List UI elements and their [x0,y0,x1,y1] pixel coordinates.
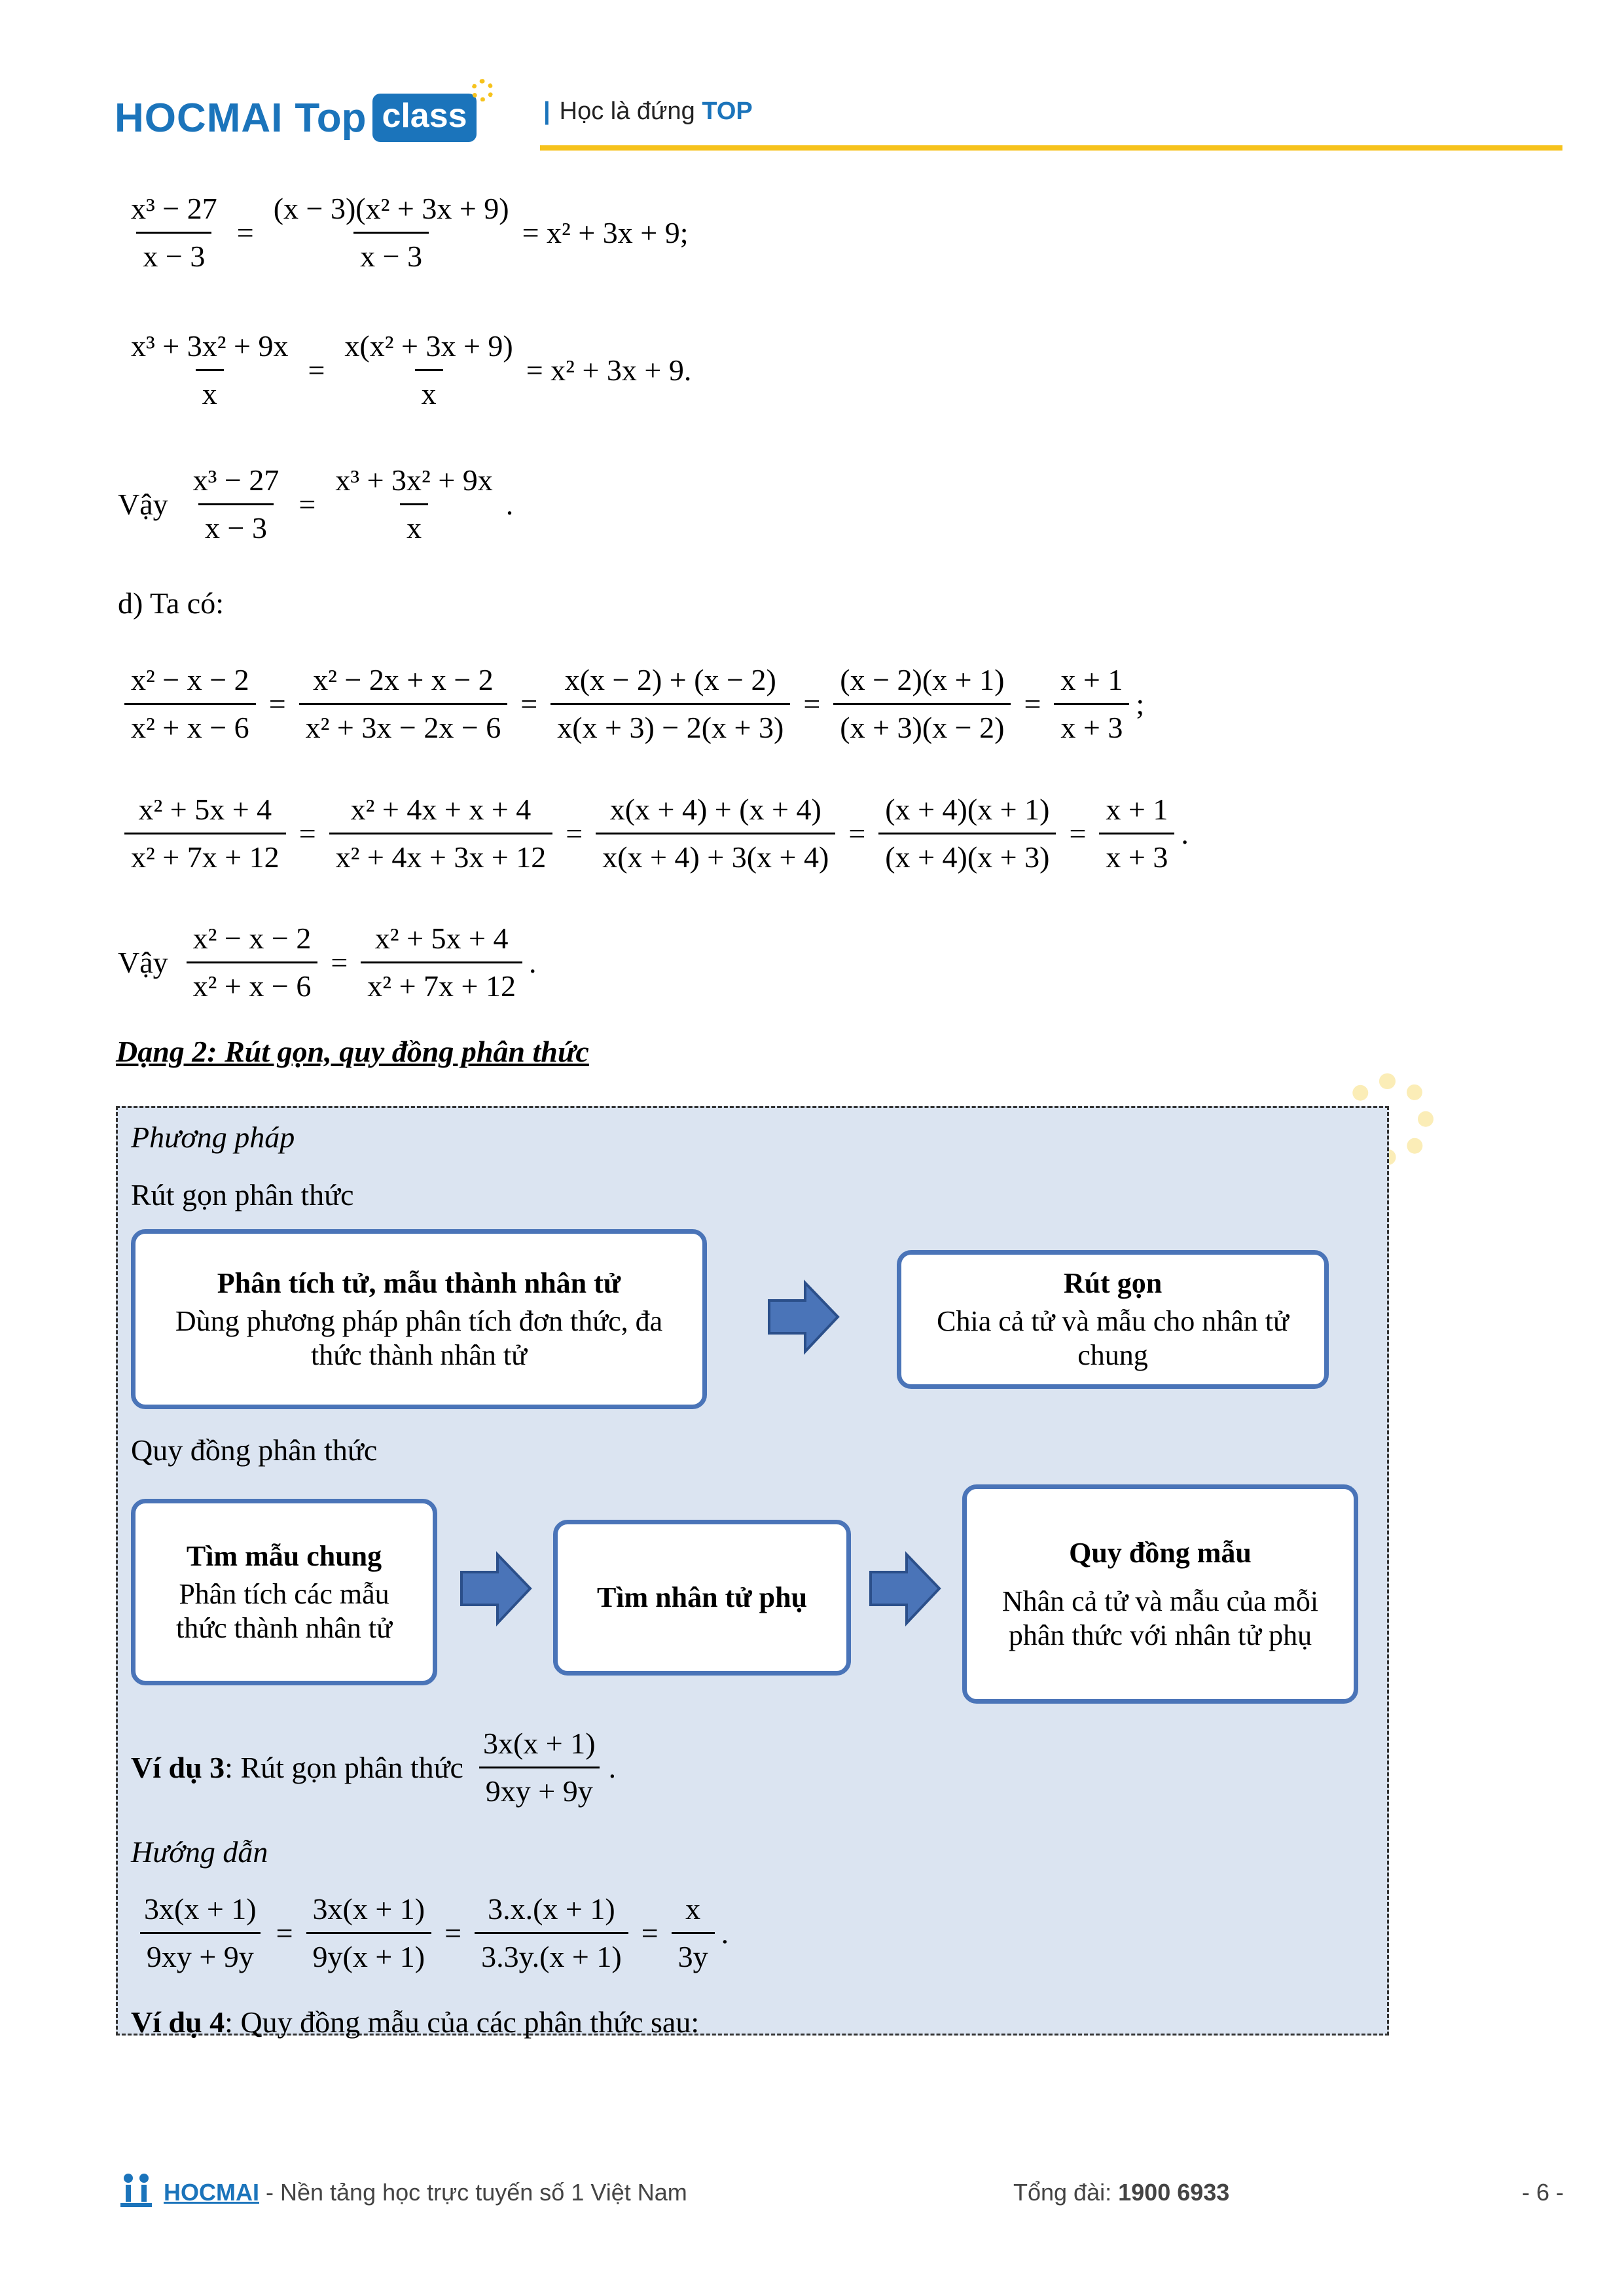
arrow-right-icon-2 [458,1551,533,1626]
c-conclusion: Vậy $\frac{\text{x³ − 27}}{x - 3}$ = $\frac{\text{x³ + 3x² + 9x}}{x}$ . [118,461,513,547]
page-number: - 6 - [1522,2179,1564,2206]
hocmai-footer-logo-icon [117,2170,156,2210]
footer-brand-link[interactable]: HOCMAI [164,2179,259,2206]
footer-brand: HOCMAI - Nền tảng học trực tuyến số 1 Việt Nam [164,2179,687,2206]
flow-box-factor: Phân tích tử, mẫu thành nhân tử Dùng phương pháp phân tích đơn thức, đa thức thành nhân tử [131,1229,707,1409]
footer-hotline: Tổng đài: 1900 6933 [1013,2179,1230,2206]
logo-hocmai: HOCMAI [115,95,283,141]
flow-box-common-form: Quy đồng mẫu Nhân cả tử và mẫu của mỗi phân thức với nhân tử phụ [962,1484,1358,1704]
reduce-label: Rút gọn phân thức [131,1178,354,1211]
method-title: Phương pháp [131,1121,295,1154]
flow-box-common-denominator: Tìm mẫu chung Phân tích các mẫu thức thành nhân tử [131,1499,437,1685]
d-conclusion: Vậy $\frac{\text{x² − x − 2}}{\text{x² + x − 6}}$ = $\frac{\text{x² + 5x + 4}}{\text{x² + 7x + 12}}$ . [118,920,536,1005]
c-equation-2: $\frac{\text{x³ + 3x² + 9x}}{x}$ = $\frac{\text{x(x² + 3x + 9)}}{x}$ = x² + 3x + 9. [118,327,691,413]
flow-box-reduce: Rút gọn Chia cả tử và mẫu cho nhân tử chung [897,1250,1329,1389]
arrow-right-icon [766,1280,841,1355]
logo [115,88,477,147]
common-label: Quy đồng phân thức [131,1433,378,1467]
example-3: Ví dụ 3 : Rút gọn phân thức $\frac{3x(x + 1)}{9xy + 9y}$ . [131,1725,616,1810]
arrow-right-icon-3 [867,1551,943,1626]
flow-box-extra-factor: Tìm nhân tử phụ [553,1520,851,1676]
guide-label: Hướng dẫn [131,1835,268,1869]
header-divider [540,145,1562,151]
d-intro: d) Ta có: [118,586,224,620]
section-heading: Dạng 2: Rút gọn, quy đồng phân thức [116,1035,589,1068]
example-4: Ví dụ 4: Quy đồng mẫu của các phân thức sau: [131,2005,700,2039]
logo-top: Top [295,95,367,141]
c-equation-1: $\frac{\text{x³ − 27}}{x - 3}$ = $\frac{\text{(x − 3)(x² + 3x + 9)}}{x - 3}$ = x² + 3x + 9; [118,190,689,276]
slogan: | Học là đứng TOP [543,98,753,125]
d-equation-2: $\frac{\text{x² + 5x + 4}}{\text{x² + 7x + 12}}$ = $\frac{\text{x² + 4x + x + 4}}{\text{x² + 4x + 3x + 12}}$ = $\frac{x(x + 4) + (x + 4)}{x(x + 4) + 3(x + 4)}$ = $\frac{(x + 4)(x + 1)}{(x + 4)(x + 3)}$ = $\frac{x + 1}{x + 3}$ . [118,791,1189,876]
gear-icon [471,79,494,101]
example-3-solution: $\frac{3x(x + 1)}{9xy + 9y}$ = $\frac{3x(x + 1)}{9y(x + 1)}$ = $\frac{3.x.(x + 1)}{3.3y.(x + 1)}$ = $\frac{x}{3y}$ . [131,1890,729,1976]
logo-class: class [372,94,476,142]
d-equation-1: $\frac{\text{x² − x − 2}}{\text{x² + x − 6}}$ = $\frac{\text{x² − 2x + x − 2}}{\text{x² + 3x − 2x − 6}}$ = $\frac{x(x - 2) + (x - 2)}{x(x + 3) - 2(x + 3)}$ = $\frac{(x - 2)(x + 1)}{(x + 3)(x - 2)}$ = $\frac{x + 1}{x + 3}$ ; [118,661,1144,747]
